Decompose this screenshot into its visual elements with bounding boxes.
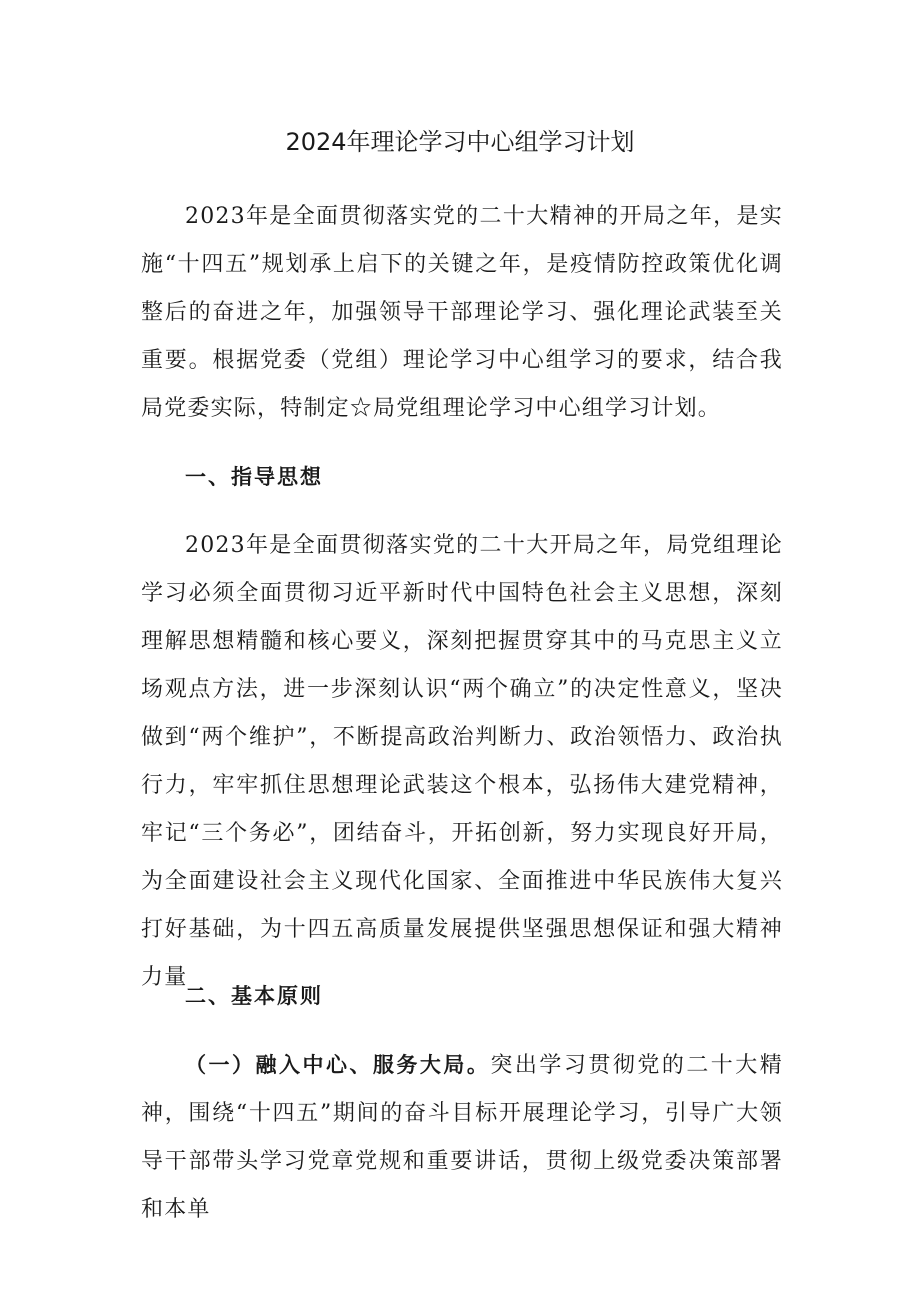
- principle-1-lead: （一）融入中心、服务大局。: [185, 1053, 491, 1077]
- section-heading-guiding-ideology: 一、指导思想: [185, 465, 323, 489]
- principle-1-paragraph: [141, 1041, 783, 1234]
- document-title: 2024年理论学习中心组学习计划: [285, 128, 635, 156]
- guiding-ideology-paragraph: 2023年是全面贯彻落实党的二十大开局之年，局党组理论学习必须全面贯彻习近平新时代中国特色社会主义思想，深刻理解思想精髓和核心要义，深刻把握贯穿其中的马克思主义立场观点方法，进一步深刻认识“两个确立”的决定性意义，坚决做到“两个维护”，不断提高政治判断力、政治领悟力、政治执行力，牢牢抓住思想理论武装这个根本，弘扬伟大建党精神，牢记“三个务必”，团结奋斗，开拓创新，努力实现良好开局，为全面建设社会主义现代化国家、全面推进中华民族伟大复兴打好基础，为十四五高质量发展提供坚强思想保证和强大精神力量: [141, 533, 783, 990]
- section-heading-basic-principles: 二、基本原则: [185, 984, 323, 1008]
- intro-paragraph: 2023年是全面贯彻落实党的二十大精神的开局之年，是实施“十四五”规划承上启下的关键之年，是疫情防控政策优化调整后的奋进之年，加强领导干部理论学习、强化理论武装至关重要。根据党委（党组）理论学习中心组学习的要求，结合我局党委实际，特制定☆局党组理论学习中心组学习计划。: [141, 204, 783, 421]
- principle-1-text: 突出学习贯彻党的二十大精神，围绕“十四五”期间的奋斗目标开展理论学习，引导广大领导干部带头学习党章党规和重要讲话，贯彻上级党委决策部署和本单: [141, 1053, 783, 1222]
